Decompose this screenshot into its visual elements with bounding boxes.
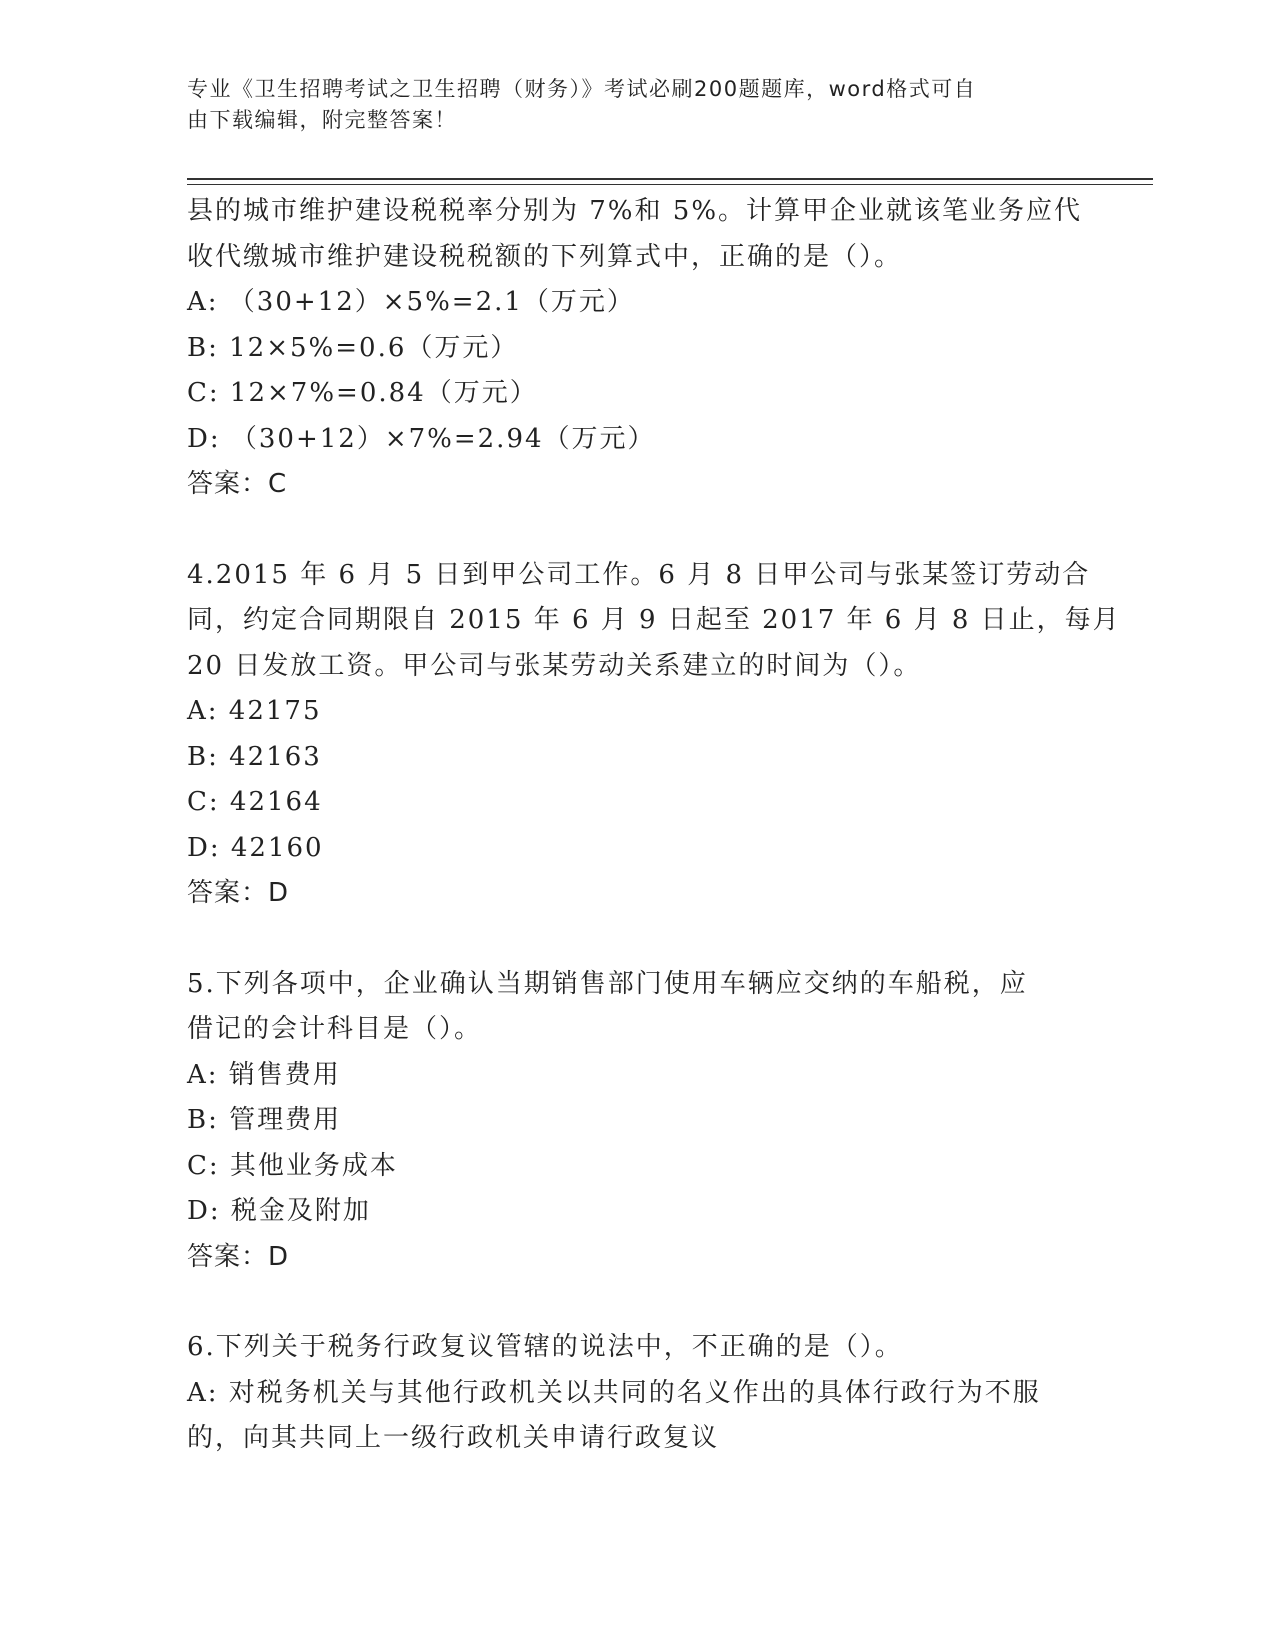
question-4-option-b: B: 42163: [187, 741, 322, 772]
header-line-2: 由下载编辑，附完整答案！: [187, 108, 457, 132]
question-4-option-c: C: 42164: [187, 787, 323, 817]
question-4-option-a: A: 42175: [187, 696, 322, 726]
question-content: [187, 189, 1121, 1462]
question-3-text-line-1: 县的城市维护建设税税率分别为 7%和 5%。计算甲企业就该笔业务应代: [187, 196, 1083, 226]
question-6: [187, 1325, 1077, 1462]
question-5-option-d: D: 税金及附加: [187, 1196, 371, 1226]
question-4: [187, 553, 1121, 917]
question-3: [187, 189, 1083, 508]
question-spacer: [187, 508, 1077, 553]
question-3-option-b: B: 12×5%=0.6（万元）: [187, 332, 519, 363]
question-5-answer: 答案：D: [187, 1241, 290, 1272]
document-header: [187, 74, 1067, 136]
question-4-text-line-3: 20 日发放工资。甲公司与张某劳动关系建立的时间为（）。: [187, 650, 922, 681]
question-4-answer: 答案：D: [187, 878, 290, 908]
header-line-1: 专业《卫生招聘考试之卫生招聘（财务）》考试必刷200题题库，word格式可自: [187, 77, 977, 101]
question-spacer: [187, 917, 1077, 962]
question-5-text-line-1: 5.下列各项中，企业确认当期销售部门使用车辆应交纳的车船税，应: [187, 968, 1028, 999]
question-3-option-c: C: 12×7%=0.84（万元）: [187, 378, 538, 408]
question-4-text-line-1: 4.2015 年 6 月 5 日到甲公司工作。6 月 8 日甲公司与张某签订劳动合: [187, 559, 1091, 590]
question-5-option-c: C: 其他业务成本: [187, 1150, 398, 1181]
question-6-text-line-1: 6.下列关于税务行政复议管辖的说法中，不正确的是（）。: [187, 1332, 903, 1362]
question-6-option-a-line-1: A: 对税务机关与其他行政机关以共同的名义作出的具体行政行为不服: [187, 1377, 1041, 1408]
question-3-option-a: A: （30+12）×5%=2.1（万元）: [187, 287, 635, 317]
question-3-text-line-2: 收代缴城市维护建设税税额的下列算式中，正确的是（）。: [187, 241, 903, 272]
question-5-option-b: B: 管理费用: [187, 1105, 342, 1135]
question-4-text-line-2: 同，约定合同期限自 2015 年 6 月 9 日起至 2017 年 6 月 8 日止，每月: [187, 605, 1121, 635]
header-divider-thick: [187, 178, 1153, 180]
question-5-option-a: A: 销售费用: [187, 1059, 341, 1090]
question-5: [187, 962, 1077, 1281]
question-3-answer: 答案：C: [187, 469, 288, 499]
question-3-option-d: D: （30+12）×7%=2.94（万元）: [187, 423, 656, 454]
question-5-text-line-2: 借记的会计科目是（）。: [187, 1014, 483, 1044]
question-spacer: [187, 1280, 1077, 1325]
header-divider-thin: [187, 184, 1153, 185]
question-4-option-d: D: 42160: [187, 832, 324, 863]
question-6-option-a-line-2: 的，向其共同上一级行政机关申请行政复议: [187, 1423, 720, 1453]
